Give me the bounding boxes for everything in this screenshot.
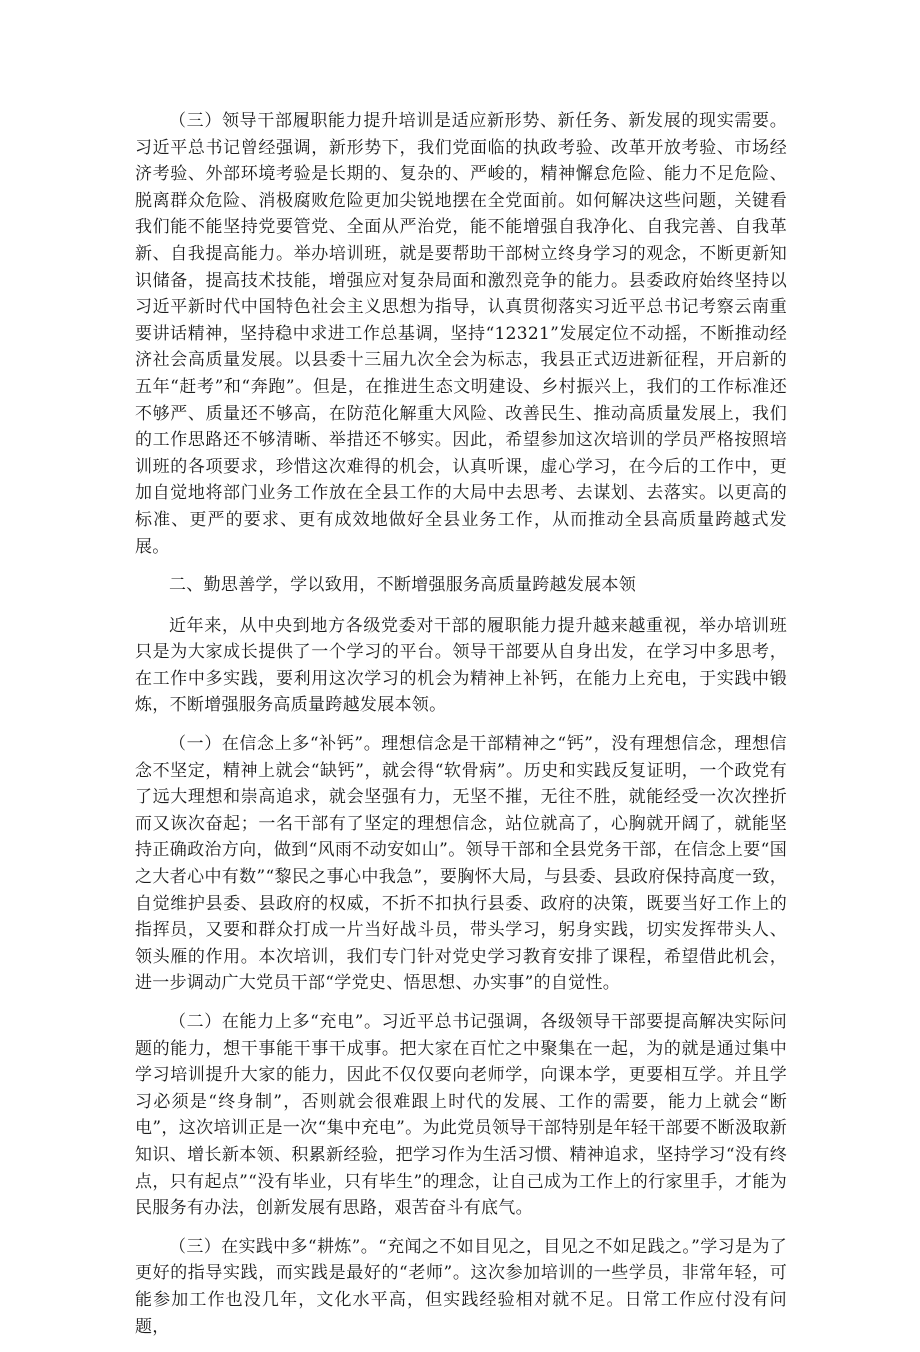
document-page bbox=[135, 108, 787, 1352]
paragraph-belief-calcium: （一）在信念上多“补钙”。理想信念是干部精神之“钙”，没有理想信念，理想信念不坚定，精神上就会“缺钙”，就会得“软骨病”。历史和实践反复证明，一个政党有了远大理想和崇高追求，就会坚强有力，无坚不摧，无往不胜，就能经受一次次挫折而又诙次奋起；一名干部有了坚定的理想信念，站位就高了，心胸就开阔了，就能坚持正确政治方向，做到“风雨不动安如山”。领导干部和全县党务干部，在信念上要“国之大者心中有数”“黎民之事心中我急”，要胸怀大局，与县委、县政府保持高度一致，自觉维护县委、县政府的权威，不折不扣执行县委、政府的决策，既要当好工作上的指挥员，又要和群众打成一片当好战斗员，带头学习，躬身实践，切实发挥带头人、领头雁的作用。本次培训，我们专门针对党史学习教育安排了课程，希望借此机会，进一步调动广大党员干部“学党史、悟思想、办实事”的自觉性。 bbox=[135, 734, 787, 994]
section-heading-two: 二、勤思善学，学以致用，不断增强服务高质量跨越发展本领 bbox=[169, 575, 637, 596]
paragraph-intro-section-two: 近年来，从中央到地方各级党委对干部的履职能力提升越来越重视，举办培训班只是为大家成长提供了一个学习的平台。领导干部要从自身出发，在学习中多思考，在工作中多实践，要利用这次学习的机会为精神上补钙，在能力上充电，于实践中锻炼，不断增强服务高质量跨越发展本领。 bbox=[135, 615, 787, 716]
paragraph-ability-charge: （二）在能力上多“充电”。习近平总书记强调，各级领导干部要提高解决实际问题的能力，想干事能干事干成事。把大家在百忙之中聚集在一起，为的就是通过集中学习培训提升大家的能力，因此不仅仅要向老师学，向课本学，更要相互学。并且学习必须是“终身制”，否则就会很难跟上时代的发展、工作的需要，能力上就会“断电”，这次培训正是一次“集中充电”。为此党员领导干部特别是年轻干部要不断汲取新知识、增长新本领、积累新经验，把学习作为生活习惯、精神追求，坚持学习“没有终点，只有起点”“没有毕业，只有毕生”的理念，让自己成为工作上的行家里手，才能为民服务有办法，创新发展有思路，艰苦奋斗有底气。 bbox=[135, 1012, 787, 1219]
paragraph-practice-temper: （三）在实践中多“耕炼”。“充闻之不如目见之，目见之不如足践之。”学习是为了更好的指导实践，而实践是最好的“老师”。这次参加培训的一些学员，非常年轻，可能参加工作也没几年，文化水平高，但实践经验相对就不足。日常工作应付没有问题， bbox=[135, 1236, 787, 1337]
paragraph-leader-training-need: （三）领导干部履职能力提升培训是适应新形势、新任务、新发展的现实需要。习近平总书记曾经强调，新形势下，我们党面临的执政考验、改革开放考验、市场经济考验、外部环境考验是长期的、复杂的、严峻的，精神懈怠危险、能力不足危险、脱离群众危险、消极腐败危险更加尖锐地摆在全党面前。如何解决这些问题，关键看我们能不能坚持党要管党、全面从严治党，能不能增强自我净化、自我完善、自我革新、自我提高能力。举办培训班，就是要帮助干部树立终身学习的观念，不断更新知识储备，提高技术技能，增强应对复杂局面和激烈竞争的能力。县委政府始终坚持以习近平新时代中国特色社会主义思想为指导，认真贯彻落实习近平总书记考察云南重要讲话精神，坚持稳中求进工作总基调，坚持“12321”发展定位不动摇，不断推动经济社会高质量发展。以县委十三届九次全会为标志，我县正式迈进新征程，开启新的五年“赶考”和“奔跑”。但是，在推进生态文明建设、乡村振兴上，我们的工作标准还不够严、质量还不够高，在防范化解重大风险、改善民生、推动高质量发展上，我们的工作思路还不够清晰、举措还不够实。因此，希望参加这次培训的学员严格按照培训班的各项要求，珍惜这次难得的机会，认真听课，虚心学习，在今后的工作中，更加自觉地将部门业务工作放在全县工作的大局中去思考、去谋划、去落实。以更高的标准、更严的要求、更有成效地做好全县业务工作，从而推动全县高质量跨越式发展。 bbox=[135, 111, 787, 557]
